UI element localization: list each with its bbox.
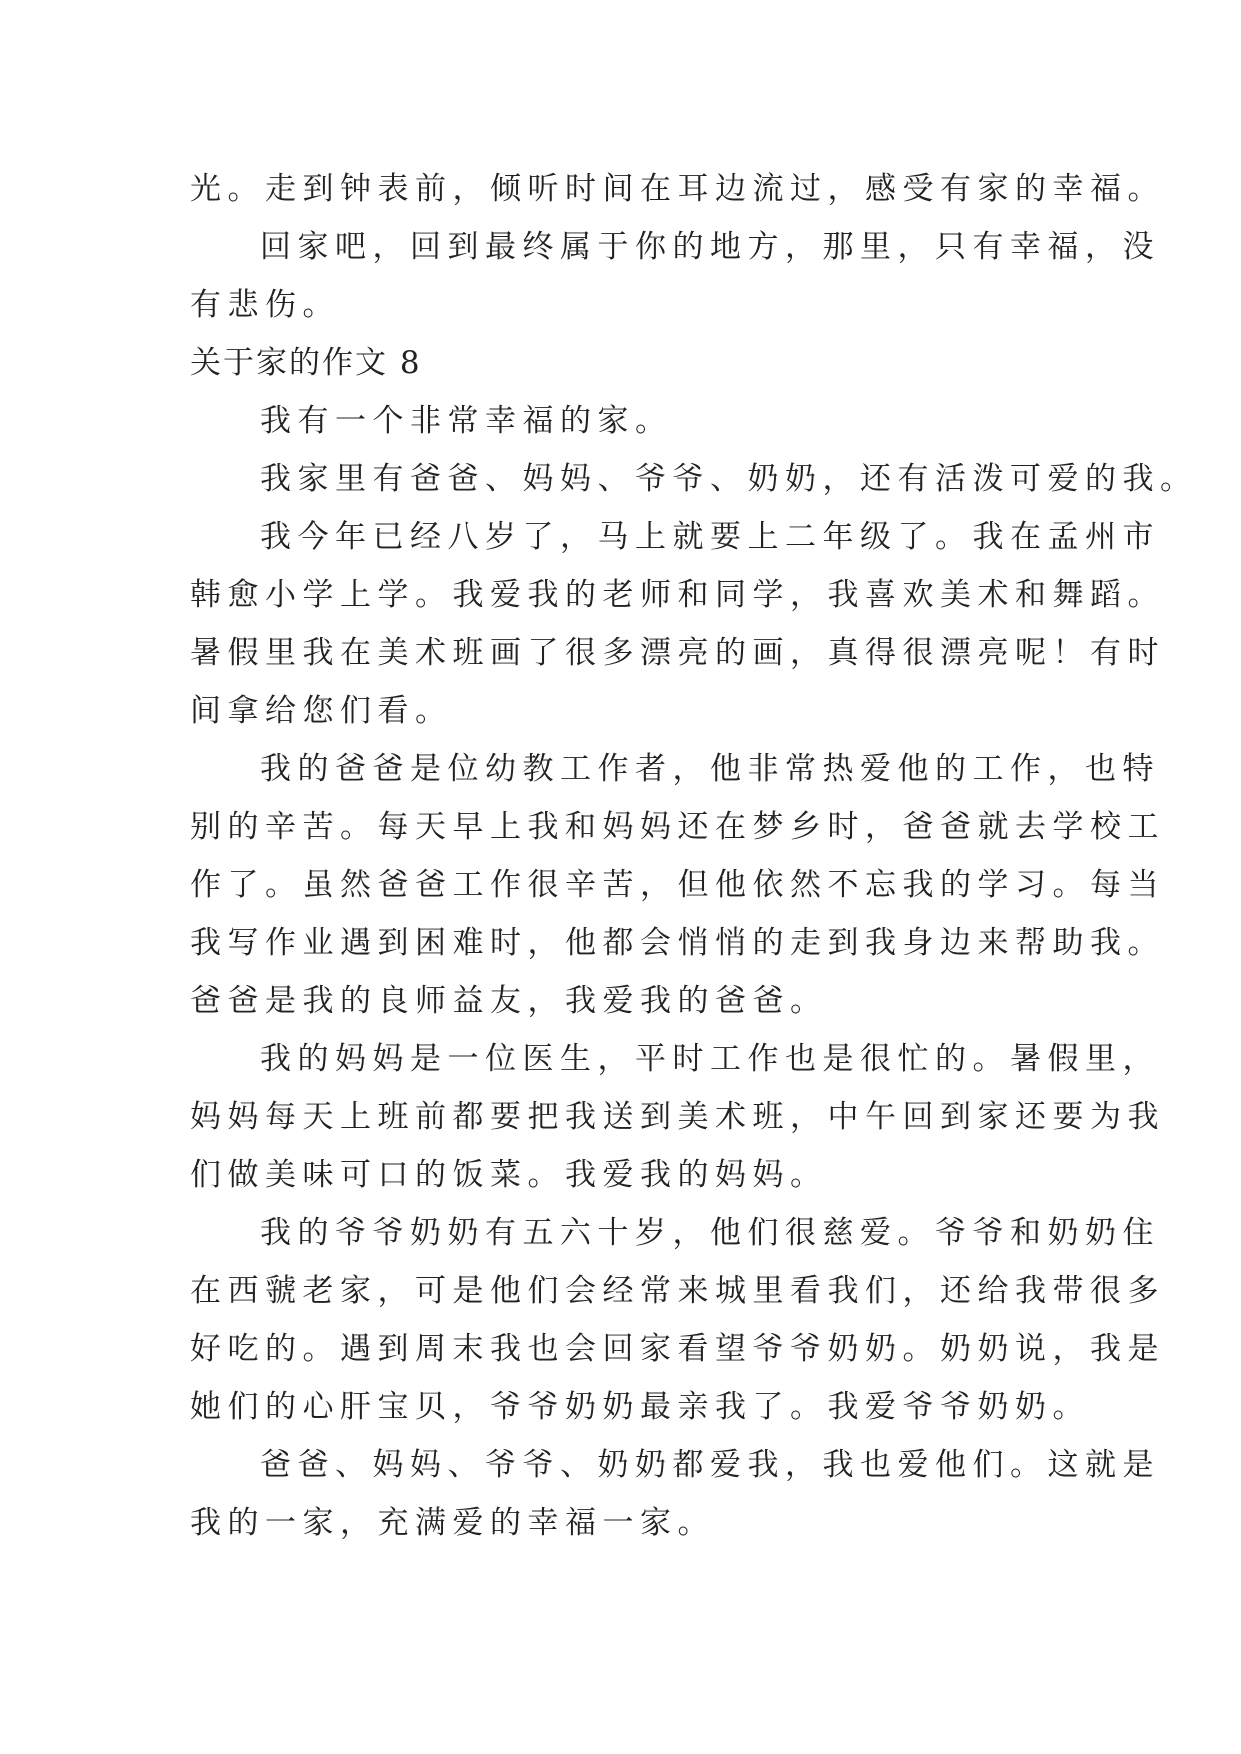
text-line: 我的妈妈是一位医生，平时工作也是很忙的。暑假里， [260, 1041, 1160, 1077]
text-line: 好吃的。遇到周末我也会回家看望爷爷奶奶。奶奶说，我是 [190, 1331, 1165, 1367]
text-line: 我的一家，充满爱的幸福一家。 [190, 1505, 715, 1541]
text-line: 妈妈每天上班前都要把我送到美术班，中午回到家还要为我 [190, 1099, 1165, 1135]
text-line: 间拿给您们看。 [190, 693, 453, 729]
text-line: 别的辛苦。每天早上我和妈妈还在梦乡时，爸爸就去学校工 [190, 809, 1165, 845]
text-line: 我的爷爷奶奶有五六十岁，他们很慈爱。爷爷和奶奶住 [260, 1215, 1160, 1251]
text-line: 们做美味可口的饭菜。我爱我的妈妈。 [190, 1157, 828, 1193]
text-line: 我写作业遇到困难时，他都会悄悄的走到我身边来帮助我。 [190, 925, 1165, 961]
text-line: 暑假里我在美术班画了很多漂亮的画，真得很漂亮呢！有时 [190, 635, 1165, 671]
text-line: 我今年已经八岁了，马上就要上二年级了。我在孟州市 [260, 519, 1160, 555]
text-line: 回家吧，回到最终属于你的地方，那里，只有幸福，没 [260, 229, 1160, 265]
text-line: 韩愈小学上学。我爱我的老师和同学，我喜欢美术和舞蹈。 [190, 577, 1165, 613]
text-line: 她们的心肝宝贝，爷爷奶奶最亲我了。我爱爷爷奶奶。 [190, 1389, 1090, 1425]
essay-heading: 关于家的作文 8 [190, 345, 422, 381]
text-line: 爸爸是我的良师益友，我爱我的爸爸。 [190, 983, 828, 1019]
text-line: 我的爸爸是位幼教工作者，他非常热爱他的工作，也特 [260, 751, 1160, 787]
text-line: 光。走到钟表前，倾听时间在耳边流过，感受有家的幸福。 [190, 171, 1165, 207]
text-line: 爸爸、妈妈、爷爷、奶奶都爱我，我也爱他们。这就是 [260, 1447, 1160, 1483]
text-line: 我有一个非常幸福的家。 [260, 403, 673, 439]
essay-text [190, 160, 1198, 1552]
text-line: 作了。虽然爸爸工作很辛苦，但他依然不忘我的学习。每当 [190, 867, 1165, 903]
text-line: 我家里有爸爸、妈妈、爷爷、奶奶，还有活泼可爱的我。 [260, 461, 1198, 497]
text-line: 有悲伤。 [190, 287, 340, 323]
text-line: 在西虢老家，可是他们会经常来城里看我们，还给我带很多 [190, 1273, 1165, 1309]
